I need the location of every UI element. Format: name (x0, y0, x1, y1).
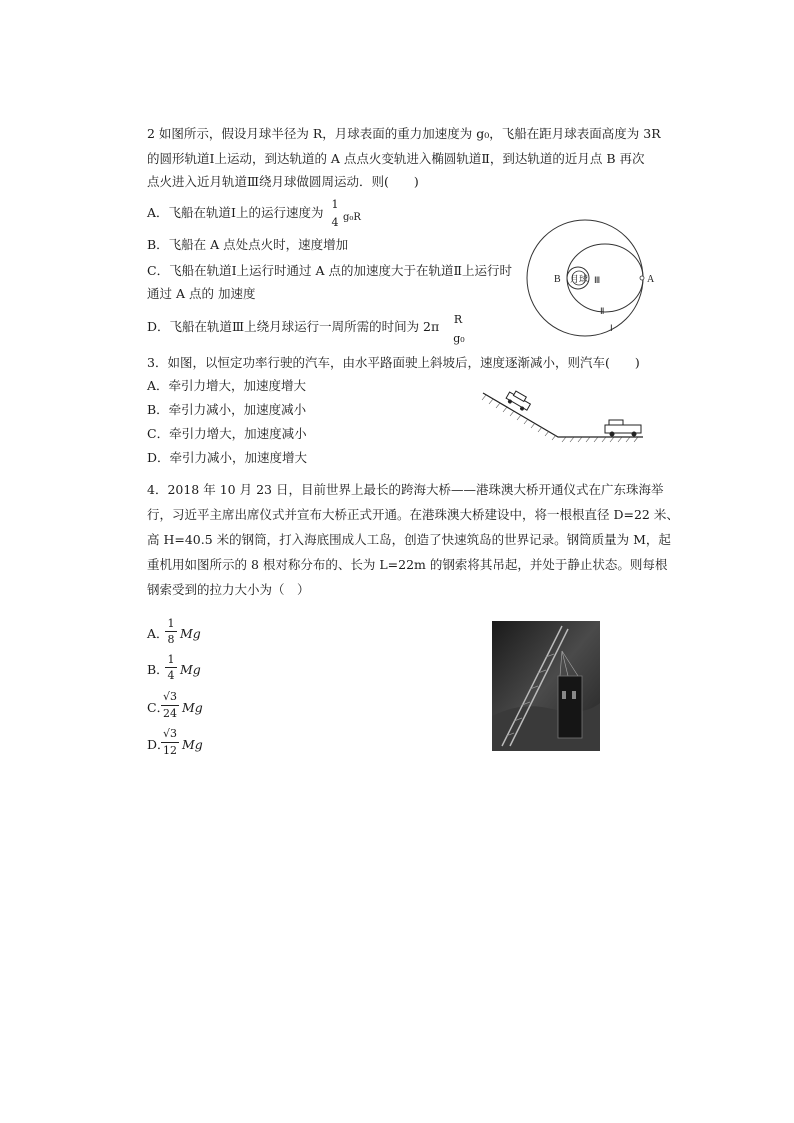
q4-option-b-numerator: 1 (167, 653, 175, 666)
q4-stem-line2: 行，习近平主席出席仪式并宣布大桥正式开通。在港珠澳大桥建设中，将一根根直径 D=22 米、 (147, 507, 679, 522)
label-moon: 月球 (570, 275, 589, 285)
q2-stem-line3: 点火进入近月轨道Ⅲ绕月球做圆周运动．则( ) (147, 174, 419, 189)
q4-option-a-fraction-bar (165, 631, 177, 632)
q2-option-a-numerator: 1 (331, 198, 339, 211)
q4-stem-line1: 4．2018 年 10 月 23 日，目前世界上最长的跨海大桥——港珠澳大桥开通仪式在广东珠海举 (147, 482, 664, 497)
orbit-diagram (515, 210, 665, 340)
q2-stem-line2: 的圆形轨道Ⅰ上运动，到达轨道的 A 点点火变轨进入椭圆轨道Ⅱ，到达轨道的近月点 B 再次 (147, 151, 645, 166)
q4-option-a-numerator: 1 (167, 617, 175, 630)
q4-stem-line5: 钢索受到的拉力大小为（ ） (147, 582, 310, 597)
crane-photo (492, 621, 600, 751)
q4-stem-line3: 高 H=40.5 米的钢筒，打入海底围成人工岛，创造了快速筑岛的世界记录。钢筒质量为 M，起 (147, 532, 671, 547)
q4-option-d-numerator: √3 (162, 727, 177, 740)
car-on-slope-icon (505, 389, 533, 413)
q3-option-b: B．牵引力减小，加速度减小 (147, 402, 307, 417)
q4-option-b-fraction-bar (165, 667, 177, 668)
q3-option-c: C．牵引力增大，加速度减小 (147, 426, 307, 441)
q4-option-a-denominator: 8 (167, 633, 175, 646)
q3-option-d: D．牵引力减小，加速度增大 (147, 450, 308, 465)
steel-cylinder (558, 676, 582, 738)
q4-option-c-tail: Mg (182, 700, 203, 715)
q4-option-d-denominator: 12 (163, 744, 177, 757)
q4-option-d-tail: Mg (182, 737, 203, 752)
label-b: B (554, 274, 561, 285)
q4-option-d-fraction-bar (161, 742, 179, 743)
q2-stem-line1: 2 如图所示，假设月球半径为 R，月球表面的重力加速度为 g₀，飞船在距月球表面高度为 3R (147, 126, 661, 141)
q2-option-d-denominator: g₀ (453, 332, 465, 345)
q4-option-b-label: B． (147, 662, 169, 677)
q4-option-b-tail: Mg (180, 662, 201, 677)
q3-stem: 3．如图，以恒定功率行驶的汽车，由水平路面驶上斜坡后，速度逐渐减小，则汽车( ) (147, 355, 640, 370)
car-on-flat-icon (605, 420, 641, 437)
q4-option-a-label: A． (147, 626, 169, 641)
q2-option-c-line1: C．飞船在轨道Ⅰ上运行时通过 A 点的加速度大于在轨道Ⅱ上运行时 (147, 263, 512, 278)
q4-option-c-denominator: 24 (163, 707, 177, 720)
q2-option-a: A．飞船在轨道Ⅰ上的运行速度为 (147, 205, 324, 220)
q4-stem-line4: 重机用如图所示的 8 根对称分布的、长为 L=22m 的钢索将其吊起，并处于静止状态。则每根 (147, 557, 668, 572)
q4-option-b-denominator: 4 (167, 669, 175, 682)
ground-hatching (482, 395, 638, 442)
q2-option-b: B．飞船在 A 点处点火时，速度增加 (147, 237, 349, 252)
q2-option-d-numerator: R (453, 313, 463, 326)
q2-option-d: D．飞船在轨道Ⅲ上绕月球运行一周所需的时间为 2π (147, 319, 440, 334)
label-orbit-iii: Ⅲ (594, 275, 601, 285)
crane-photo-image (492, 621, 600, 751)
point-a-marker (640, 276, 644, 280)
label-a: A (647, 274, 655, 285)
slope-diagram (478, 385, 648, 445)
q2-option-a-denominator: 4 (331, 216, 339, 229)
q3-option-a: A．牵引力增大，加速度增大 (147, 378, 307, 393)
label-orbit-ii: Ⅱ (600, 306, 605, 316)
label-orbit-i: Ⅰ (610, 323, 613, 333)
q4-option-c-label: C． (147, 700, 170, 715)
q2-option-a-tail: g₀R (343, 212, 361, 223)
q4-option-a-tail: Mg (180, 626, 201, 641)
q4-option-c-numerator: √3 (162, 690, 177, 703)
q2-option-c-line2: 通过 A 点的 加速度 (147, 286, 256, 301)
q4-option-d-label: D． (147, 737, 170, 752)
q4-option-c-fraction-bar (161, 705, 179, 706)
